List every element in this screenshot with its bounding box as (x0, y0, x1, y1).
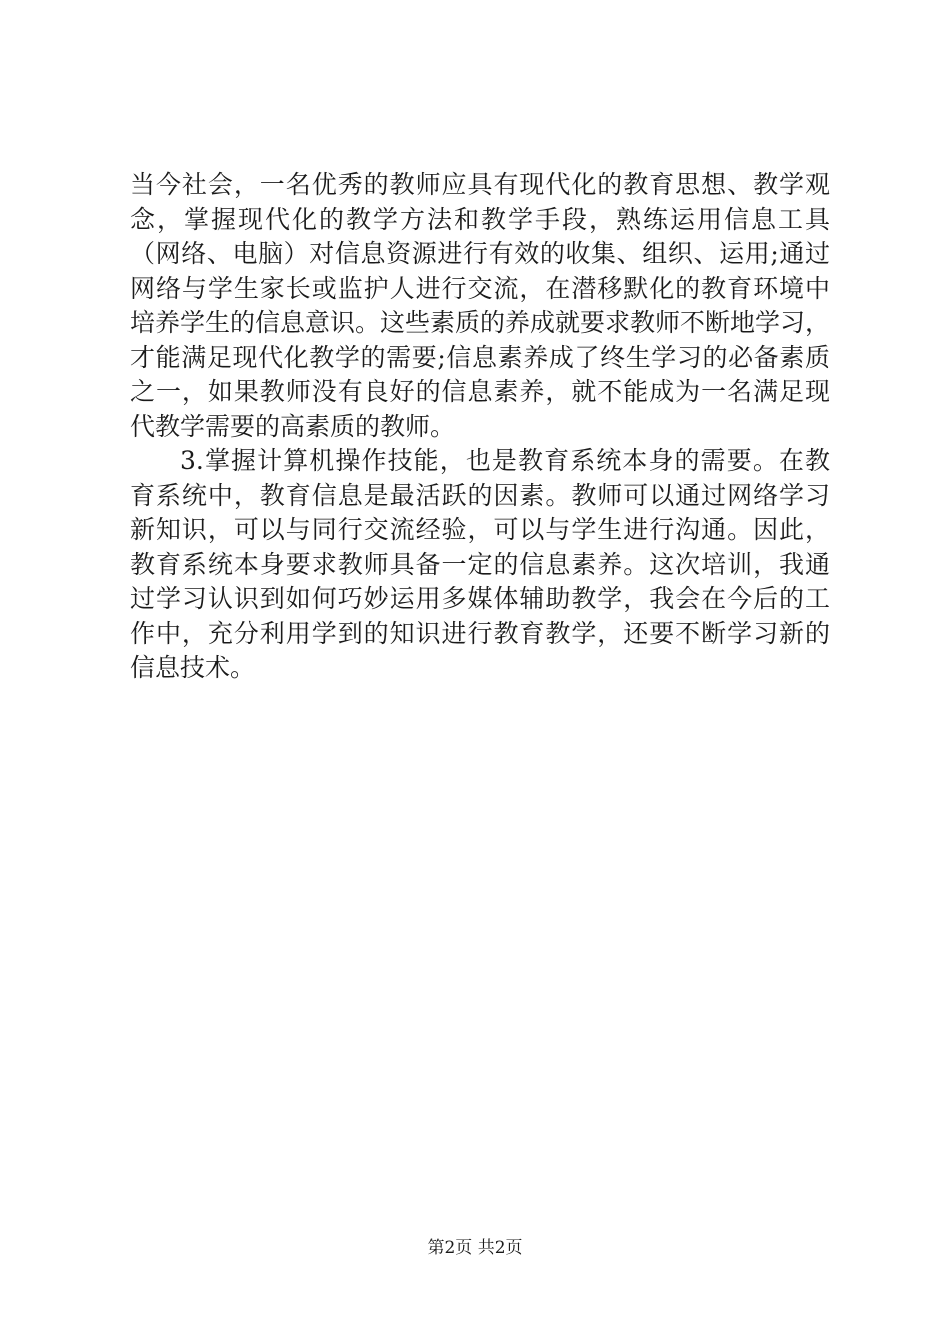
paragraph-line: 念，掌握现代化的教学方法和教学手段，熟练运用信息工具 (130, 204, 830, 234)
page-number-label: 第2页 共2页 (427, 1238, 523, 1258)
paragraph-line: 网络与学生家长或监护人进行交流，在潜移默化的教育环境中 (130, 273, 830, 303)
paragraph-2 (130, 444, 830, 686)
paragraph-line: 才能满足现代化教学的需要;信息素养成了终生学习的必备素质 (130, 342, 830, 372)
paragraph-line: 当今社会，一名优秀的教师应具有现代化的教育思想、教学观 (130, 170, 830, 199)
paragraph-line: 作中，充分利用学到的知识进行教育教学，还要不断学习新的 (130, 618, 830, 648)
paragraph-line: 教育系统本身要求教师具备一定的信息素养。这次培训，我通 (130, 549, 830, 579)
paragraph-line: 代教学需要的高素质的教师。 (130, 411, 456, 441)
paragraph-line: 信息技术。 (130, 653, 256, 682)
paragraph-line: 3.掌握计算机操作技能，也是教育系统本身的需要。在教 (180, 446, 830, 475)
paragraph-line: 培养学生的信息意识。这些素质的养成就要求教师不断地学习， (130, 308, 831, 337)
paragraph-line: 育系统中，教育信息是最活跃的因素。教师可以通过网络学习 (130, 480, 830, 510)
paragraph-line: 过学习认识到如何巧妙运用多媒体辅助教学，我会在今后的工 (130, 584, 830, 613)
body-text (130, 168, 830, 686)
paragraph-1 (130, 168, 830, 444)
page-footer (0, 1236, 950, 1260)
paragraph-line: 之一，如果教师没有良好的信息素养，就不能成为一名满足现 (130, 377, 830, 406)
paragraph-line: 新知识，可以与同行交流经验，可以与学生进行沟通。因此， (130, 515, 830, 544)
paragraph-line: （网络、电脑）对信息资源进行有效的收集、组织、运用;通过 (130, 239, 830, 268)
